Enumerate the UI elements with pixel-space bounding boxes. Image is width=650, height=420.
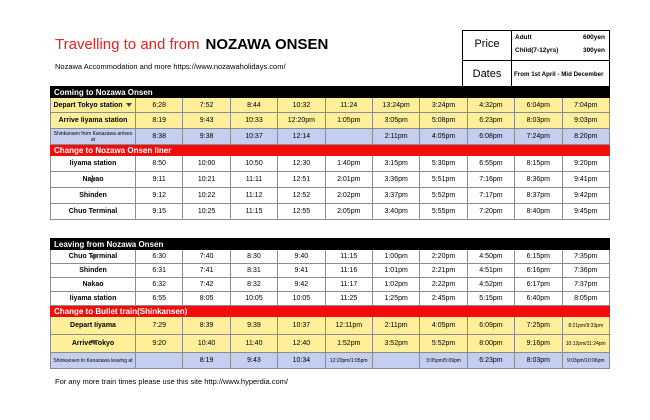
time-cell: 10:34 xyxy=(278,353,325,369)
time-cell: 7:42 xyxy=(183,278,230,292)
time-cell: 6:40pm xyxy=(515,292,562,306)
time-cell: 10:40 xyxy=(183,335,230,353)
time-cell: 10:37 xyxy=(278,317,325,335)
time-cell: 9:03pm/10:06pm xyxy=(562,353,609,369)
time-cell: 9:43 xyxy=(230,353,277,369)
time-cell: 12:40 xyxy=(278,335,325,353)
time-cell: 3:36pm xyxy=(372,172,419,188)
time-cell: 12:20pm xyxy=(278,113,325,129)
time-cell: 6:55 xyxy=(136,292,183,306)
time-cell: 1:02pm xyxy=(372,278,419,292)
time-cell: 2:45pm xyxy=(420,292,467,306)
child-label: Child(7-12yrs) xyxy=(515,47,559,54)
down-arrow-icon xyxy=(90,340,98,345)
time-cell: 7:24pm xyxy=(515,129,562,145)
time-cell: 10:25 xyxy=(183,204,230,220)
time-cell: 8:37pm xyxy=(515,188,562,204)
time-cell: 11:11 xyxy=(230,172,277,188)
time-cell xyxy=(325,129,372,145)
time-cell: 4:05pm xyxy=(420,317,467,335)
time-cell: 5:52pm xyxy=(420,335,467,353)
arrive-iiyama-label: Arrive Iiyama station xyxy=(51,113,136,129)
time-cell: 1:25pm xyxy=(372,292,419,306)
time-cell: 8:21pm/9:33pm xyxy=(562,317,609,335)
time-cell: 6:08pm xyxy=(467,129,514,145)
time-cell: 7:41 xyxy=(183,264,230,278)
time-cell: 2:05pm xyxy=(325,204,372,220)
time-cell: 9:39 xyxy=(230,317,277,335)
table-row xyxy=(51,188,610,204)
time-cell: 9:12 xyxy=(136,188,183,204)
time-cell: 12:52 xyxy=(278,188,325,204)
time-cell: 13:24pm xyxy=(372,98,419,113)
time-cell: 3:15pm xyxy=(372,156,419,172)
time-cell: 8:39 xyxy=(183,317,230,335)
bus-stop-label: Chuo Terminal xyxy=(51,250,136,264)
down-arrow-icon xyxy=(88,178,96,183)
time-cell: 10:12pm/11:24pm xyxy=(562,335,609,353)
time-cell: 7:40 xyxy=(183,250,230,264)
time-cell: 8:15pm xyxy=(515,156,562,172)
time-cell: 10:22 xyxy=(183,188,230,204)
time-cell: 2:20pm xyxy=(420,250,467,264)
down-arrow-icon xyxy=(90,255,98,260)
time-cell: 6:31 xyxy=(136,264,183,278)
time-cell: 6:15pm xyxy=(515,250,562,264)
time-cell: 4:51pm xyxy=(467,264,514,278)
time-cell: 8:32 xyxy=(230,278,277,292)
time-cell: 5:51pm xyxy=(420,172,467,188)
time-cell: 3:52pm xyxy=(372,335,419,353)
time-cell: 9:41pm xyxy=(562,172,609,188)
page-title xyxy=(55,36,328,53)
time-cell: 8:05 xyxy=(183,292,230,306)
time-cell: 11:17 xyxy=(325,278,372,292)
table-row xyxy=(51,204,610,220)
time-cell: 9:11 xyxy=(136,172,183,188)
adult-label: Adult xyxy=(515,34,532,41)
change-bullet-header: Change to Bullet train(Shinkansen) xyxy=(51,306,610,317)
bus-stop-label: Shinden xyxy=(51,188,136,204)
time-cell: 8:30 xyxy=(230,250,277,264)
bus-stop-label: Shinden xyxy=(51,264,136,278)
table-row xyxy=(51,317,610,335)
title-brand: NOZAWA ONSEN xyxy=(205,36,329,53)
price-box xyxy=(462,30,610,88)
time-cell: 6:32 xyxy=(136,278,183,292)
time-cell: 6:55pm xyxy=(467,156,514,172)
time-cell: 10:21 xyxy=(183,172,230,188)
time-cell: 12:30 xyxy=(278,156,325,172)
time-cell: 11:12 xyxy=(230,188,277,204)
time-cell: 2:11pm xyxy=(372,317,419,335)
change-liner-header: Change to Nozawa Onsen liner xyxy=(51,145,610,156)
time-cell: 4:50pm xyxy=(467,250,514,264)
time-cell: 7:37pm xyxy=(562,278,609,292)
time-cell: 1:01pm xyxy=(372,264,419,278)
time-cell: 8:00pm xyxy=(467,335,514,353)
time-cell: 2:01pm xyxy=(325,172,372,188)
time-cell: 10:32 xyxy=(278,98,325,113)
time-cell: 9:43 xyxy=(183,113,230,129)
time-cell: 5:30pm xyxy=(420,156,467,172)
time-cell: 3:37pm xyxy=(372,188,419,204)
time-cell: 8:31 xyxy=(230,264,277,278)
time-cell: 12:11pm xyxy=(325,317,372,335)
time-cell: 1:52pm xyxy=(325,335,372,353)
time-cell: 7:52 xyxy=(183,98,230,113)
time-cell: 1:00pm xyxy=(372,250,419,264)
time-cell: 9:20pm xyxy=(562,156,609,172)
arrive-tokyo-label: Arrive Tokyo xyxy=(51,335,136,353)
time-cell: 9:41 xyxy=(278,264,325,278)
time-cell: 5:52pm xyxy=(420,188,467,204)
time-cell: 7:04pm xyxy=(562,98,609,113)
time-cell: 7:20pm xyxy=(467,204,514,220)
time-cell: 12:14 xyxy=(278,129,325,145)
leaving-timetable xyxy=(50,238,610,369)
price-label: Price xyxy=(474,38,500,50)
time-cell: 2:02pm xyxy=(325,188,372,204)
time-cell: 10:50 xyxy=(230,156,277,172)
time-cell: 7:17pm xyxy=(467,188,514,204)
time-cell: 8:03pm xyxy=(515,353,562,369)
time-cell: 9:20 xyxy=(136,335,183,353)
time-cell: 6:30 xyxy=(136,250,183,264)
time-cell: 7:35pm xyxy=(562,250,609,264)
time-cell: 12:55 xyxy=(278,204,325,220)
time-cell: 12:20pm/1:05pm xyxy=(325,353,372,369)
time-cell: 8:50 xyxy=(136,156,183,172)
table-row xyxy=(51,113,610,129)
time-cell: 2:22pm xyxy=(420,278,467,292)
time-cell: 11:24 xyxy=(325,98,372,113)
time-cell: 8:19 xyxy=(136,113,183,129)
time-cell: 5:55pm xyxy=(420,204,467,220)
time-cell: 4:52pm xyxy=(467,278,514,292)
child-price: 300yen xyxy=(582,47,605,54)
time-cell: 7:25pm xyxy=(515,317,562,335)
time-cell: 10:05 xyxy=(230,292,277,306)
time-cell: 10:37 xyxy=(230,129,277,145)
time-cell: 9:38 xyxy=(183,129,230,145)
time-cell: 7:16pm xyxy=(467,172,514,188)
table-row xyxy=(51,98,610,113)
table-row xyxy=(51,250,610,264)
time-cell: 3:05pm/5:09pm xyxy=(420,353,467,369)
time-cell: 8:20pm xyxy=(562,129,609,145)
time-cell: 2:11pm xyxy=(372,129,419,145)
time-cell: 12:51 xyxy=(278,172,325,188)
time-cell: 5:08pm xyxy=(420,113,467,129)
time-cell: 8:44 xyxy=(230,98,277,113)
time-cell: 5:15pm xyxy=(467,292,514,306)
time-cell: 8:38 xyxy=(136,129,183,145)
time-cell: 8:05pm xyxy=(562,292,609,306)
time-cell: 4:05pm xyxy=(420,129,467,145)
time-cell: 6:17pm xyxy=(515,278,562,292)
time-cell: 6:23pm xyxy=(467,353,514,369)
bus-stop-label: Chuo Terminal xyxy=(51,204,136,220)
time-cell: 8:36pm xyxy=(515,172,562,188)
time-cell: 9:16pm xyxy=(515,335,562,353)
time-cell: 3:05pm xyxy=(372,113,419,129)
table-row xyxy=(51,278,610,292)
time-cell: 9:40 xyxy=(278,250,325,264)
adult-price: 600yen xyxy=(582,34,605,41)
time-cell: 10:33 xyxy=(230,113,277,129)
time-cell: 10:00 xyxy=(183,156,230,172)
bus-stop-label: Iiyama station xyxy=(51,156,136,172)
table-row xyxy=(51,156,610,172)
time-cell: 9:15 xyxy=(136,204,183,220)
shinkansen-to-kanazawa-label: Shinkansen to Kanazawa leaving at xyxy=(51,353,136,369)
coming-timetable xyxy=(50,86,610,220)
time-cell: 10:05 xyxy=(278,292,325,306)
time-cell: 1:40pm xyxy=(325,156,372,172)
shinkansen-kanazawa-label: Shinkansen from Kanazawa arrives at xyxy=(51,129,136,145)
bus-stop-label: Nakao xyxy=(51,172,136,188)
table-row xyxy=(51,172,610,188)
depart-tokyo-label: Depart Tokyo station xyxy=(51,98,136,113)
table-row xyxy=(51,353,610,369)
time-cell xyxy=(372,353,419,369)
time-cell: 7:36pm xyxy=(562,264,609,278)
time-cell: 6:09pm xyxy=(467,317,514,335)
time-cell: 11:16 xyxy=(325,264,372,278)
time-cell: 8:03pm xyxy=(515,113,562,129)
price-box-divider-h xyxy=(463,60,609,61)
table-row xyxy=(51,129,610,145)
time-cell: 4:32pm xyxy=(467,98,514,113)
time-cell: 9:42pm xyxy=(562,188,609,204)
time-cell: 11:15 xyxy=(325,250,372,264)
time-cell: 8:40pm xyxy=(515,204,562,220)
subtitle-link[interactable]: Nozawa Accommodation and more https://www.nozawaholidays.com/ xyxy=(55,62,286,71)
time-cell: 8:19 xyxy=(183,353,230,369)
time-cell: 2:21pm xyxy=(420,264,467,278)
time-cell: 11:40 xyxy=(230,335,277,353)
dates-value: From 1st April - Mid December xyxy=(514,71,604,78)
time-cell: 6:28 xyxy=(136,98,183,113)
table-row xyxy=(51,292,610,306)
time-cell: 6:16pm xyxy=(515,264,562,278)
time-cell: 3:40pm xyxy=(372,204,419,220)
time-cell: 11:15 xyxy=(230,204,277,220)
time-cell: 11:25 xyxy=(325,292,372,306)
time-cell: 6:23pm xyxy=(467,113,514,129)
time-cell: 1:05pm xyxy=(325,113,372,129)
table-row xyxy=(51,264,610,278)
dates-label: Dates xyxy=(472,68,502,80)
leaving-header: Leaving from Nozawa Onsen xyxy=(51,239,610,250)
time-cell: 9:03pm xyxy=(562,113,609,129)
time-cell xyxy=(136,353,183,369)
down-arrow-icon xyxy=(126,103,132,107)
time-cell: 6:04pm xyxy=(515,98,562,113)
title-prefix: Travelling to and from xyxy=(55,36,200,53)
time-cell: 9:42 xyxy=(278,278,325,292)
time-cell: 9:45pm xyxy=(562,204,609,220)
table-row xyxy=(51,335,610,353)
bus-stop-label: Iiyama station xyxy=(51,292,136,306)
time-cell: 3:24pm xyxy=(420,98,467,113)
footer-note[interactable]: For any more train times please use this site http://www.hyperdia.com/ xyxy=(55,377,289,386)
bus-stop-label: Nakao xyxy=(51,278,136,292)
coming-header: Coming to Nozawa Onsen xyxy=(51,87,610,98)
depart-iiyama-label: Depart Iiyama xyxy=(51,317,136,335)
time-cell: 7:29 xyxy=(136,317,183,335)
